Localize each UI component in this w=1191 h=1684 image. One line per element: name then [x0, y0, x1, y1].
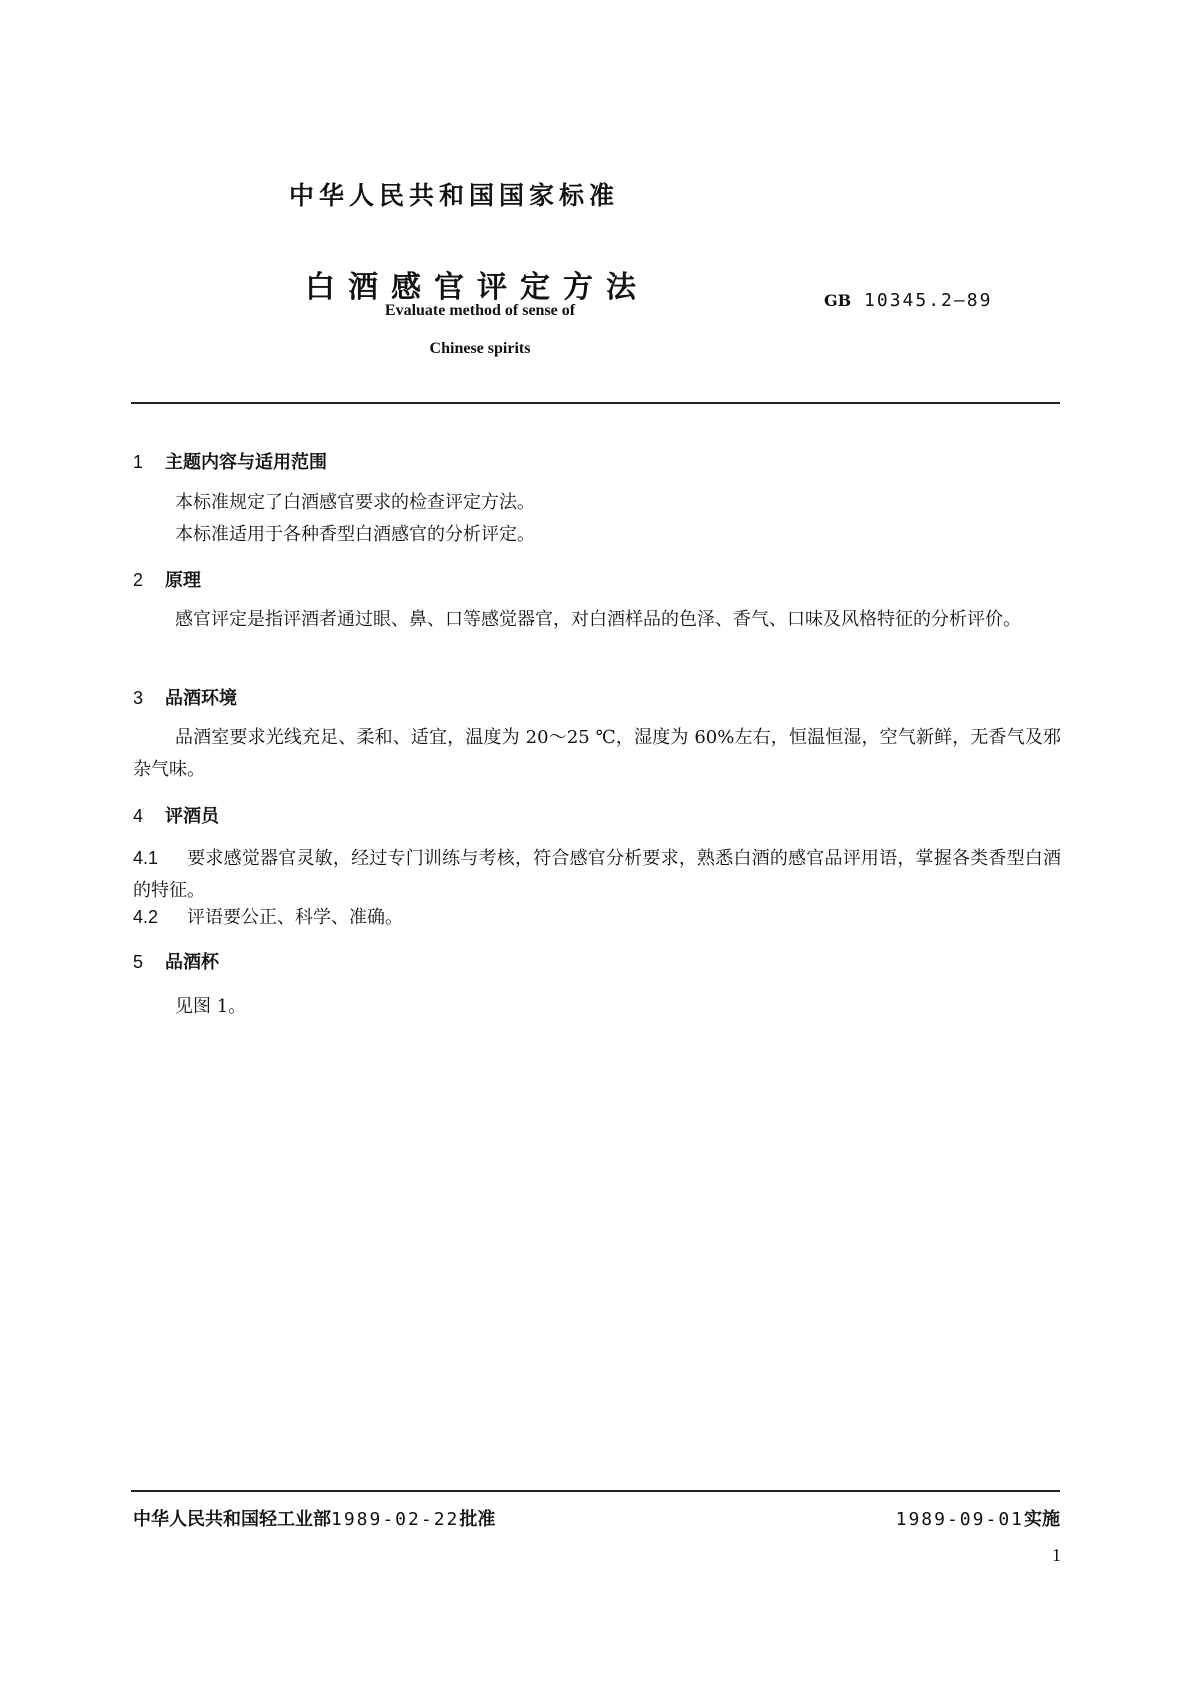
section-title: 品酒环境 — [165, 688, 237, 709]
section-number: 3 — [133, 688, 144, 708]
section-title: 主题内容与适用范围 — [165, 452, 327, 473]
section-5-line-1: 见图 1。 — [175, 996, 247, 1017]
section-2-paragraph: 感官评定是指评酒者通过眼、鼻、口等感觉器官，对白酒样品的色泽、香气、口味及风格特征的分析评价。 — [175, 609, 1021, 630]
effective-suffix: 实施 — [1024, 1509, 1060, 1530]
english-title-line-1: Evaluate method of sense of — [384, 302, 576, 319]
section-3-heading — [133, 684, 237, 710]
header-rule — [131, 402, 1060, 404]
page-number: 1 — [1052, 1545, 1061, 1565]
section-3-paragraph: 品酒室要求光线充足、柔和、适宜，温度为 20～25 ℃，湿度为 60%左右，恒温恒湿，空气新鲜，无香气及邪杂气味。 — [133, 727, 1061, 780]
standard-number: 10345.2—89 — [864, 290, 993, 311]
section-5-heading — [133, 948, 219, 974]
doc-title: 白酒感官评定方法 — [305, 270, 649, 305]
section-title: 原理 — [165, 570, 201, 591]
clause-number: 4.1 — [133, 848, 159, 868]
clause-4-2 — [133, 901, 1061, 934]
standard-prefix: GB — [824, 291, 852, 310]
approval-suffix: 批准 — [459, 1509, 496, 1530]
standard-code — [824, 290, 992, 311]
section-title: 品酒杯 — [165, 952, 219, 973]
clause-4-1 — [133, 842, 1061, 907]
section-2-heading — [133, 566, 201, 592]
approval-date: 1989-02-22 — [331, 1509, 460, 1530]
approval-statement — [133, 1505, 495, 1531]
clause-text: 要求感觉器官灵敏，经过专门训练与考核，符合感官分析要求，熟悉白酒的感官品评用语，掌握各类香型白酒的特征。 — [133, 848, 1061, 901]
effective-date: 1989-09-01 — [895, 1509, 1024, 1530]
english-title-line-2: Chinese spirits — [429, 340, 531, 357]
section-number: 4 — [133, 806, 144, 826]
approver: 中华人民共和国轻工业部 — [133, 1509, 331, 1530]
section-1-line-1: 本标准规定了白酒感官要求的检查评定方法。 — [175, 492, 535, 513]
footer-rule — [131, 1490, 1060, 1492]
clause-text: 评语要公正、科学、准确。 — [187, 907, 403, 928]
org-title: 中华人民共和国国家标准 — [289, 181, 620, 210]
section-number: 2 — [133, 570, 144, 590]
effective-statement — [880, 1505, 1060, 1531]
section-number: 1 — [133, 452, 144, 472]
section-title: 评酒员 — [165, 806, 219, 827]
section-4-heading — [133, 802, 219, 828]
section-1-heading — [133, 448, 327, 474]
clause-number: 4.2 — [133, 907, 159, 927]
section-1-line-2: 本标准适用于各种香型白酒感官的分析评定。 — [175, 524, 535, 545]
section-number: 5 — [133, 952, 144, 972]
